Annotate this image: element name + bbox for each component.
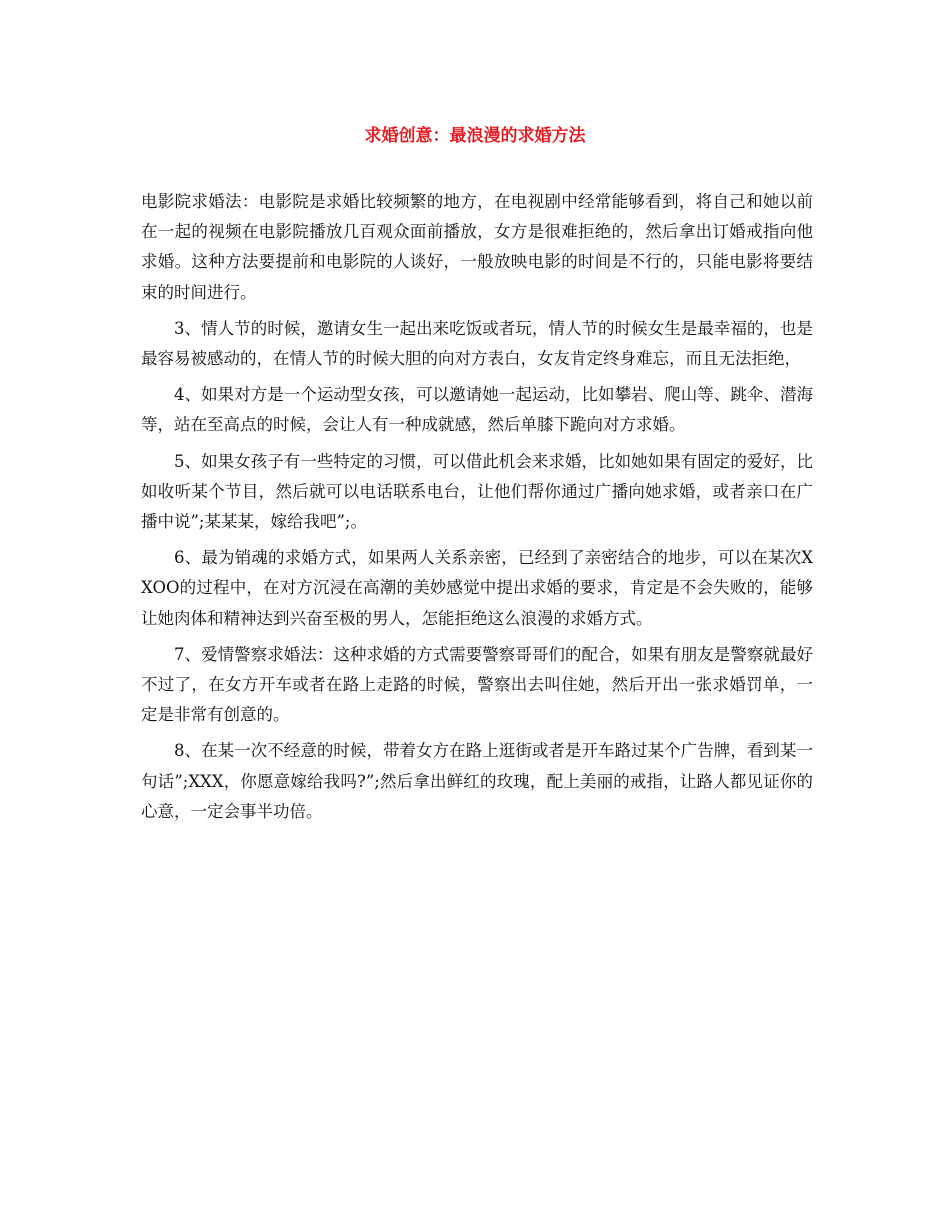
paragraph-valentines-day: 3、情人节的时候，邀请女生一起出来吃饭或者玩，情人节的时候女生是最幸福的，也是最容易被感动的，在情人节的时候大胆的向对方表白，女友肯定终身难忘，而且无法拒绝， (141, 318, 813, 369)
paragraph-cinema-proposal: 电影院求婚法：电影院是求婚比较频繁的地方，在电视剧中经常能够看到，将自己和她以前在一起的视频在电影院播放几百观众面前播放，女方是很难拒绝的，然后拿出订婚戒指向他求婚。这种方法要提前和电影院的人谈好，一般放映电影的时间是不行的，只能电影将要结束的时间进行。 (141, 192, 813, 302)
paragraph-intimate-proposal: 6、最为销魂的求婚方式，如果两人关系亲密，已经到了亲密结合的地步，可以在某次XXOO的过程中，在对方沉浸在高潮的美妙感觉中提出求婚的要求，肯定是不会失败的，能够让她肉体和精神达到兴奋至极的男人，怎能拒绝这么浪漫的求婚方式。 (141, 548, 813, 628)
paragraph-billboard-proposal: 8、在某一次不经意的时候，带着女方在路上逛街或者是开车路过某个广告牌，看到某一句话”;XXX，你愿意嫁给我吗?”;然后拿出鲜红的玫瑰，配上美丽的戒指，让路人都见证你的心意，一定会事半功倍。 (141, 741, 813, 821)
document-body (141, 187, 813, 833)
document-title: 求婚创意：最浪漫的求婚方法 (364, 126, 586, 146)
paragraph-police-proposal: 7、爱情警察求婚法：这种求婚的方式需要警察哥哥们的配合，如果有朋友是警察就最好不过了，在女方开车或者在路上走路的时候，警察出去叫住她，然后开出一张求婚罚单，一定是非常有创意的。 (141, 644, 813, 725)
paragraph-radio-proposal: 5、如果女孩子有一些特定的习惯，可以借此机会来求婚，比如她如果有固定的爱好，比如收听某个节目，然后就可以电话联系电台，让他们帮你通过广播向她求婚，或者亲口在广播中说”;某某某，嫁给我吧”;。 (141, 451, 813, 532)
paragraph-sports-proposal: 4、如果对方是一个运动型女孩，可以邀请她一起运动，比如攀岩、爬山等、跳伞、潜海等，站在至高点的时候，会让人有一种成就感，然后单膝下跪向对方求婚。 (141, 385, 813, 435)
